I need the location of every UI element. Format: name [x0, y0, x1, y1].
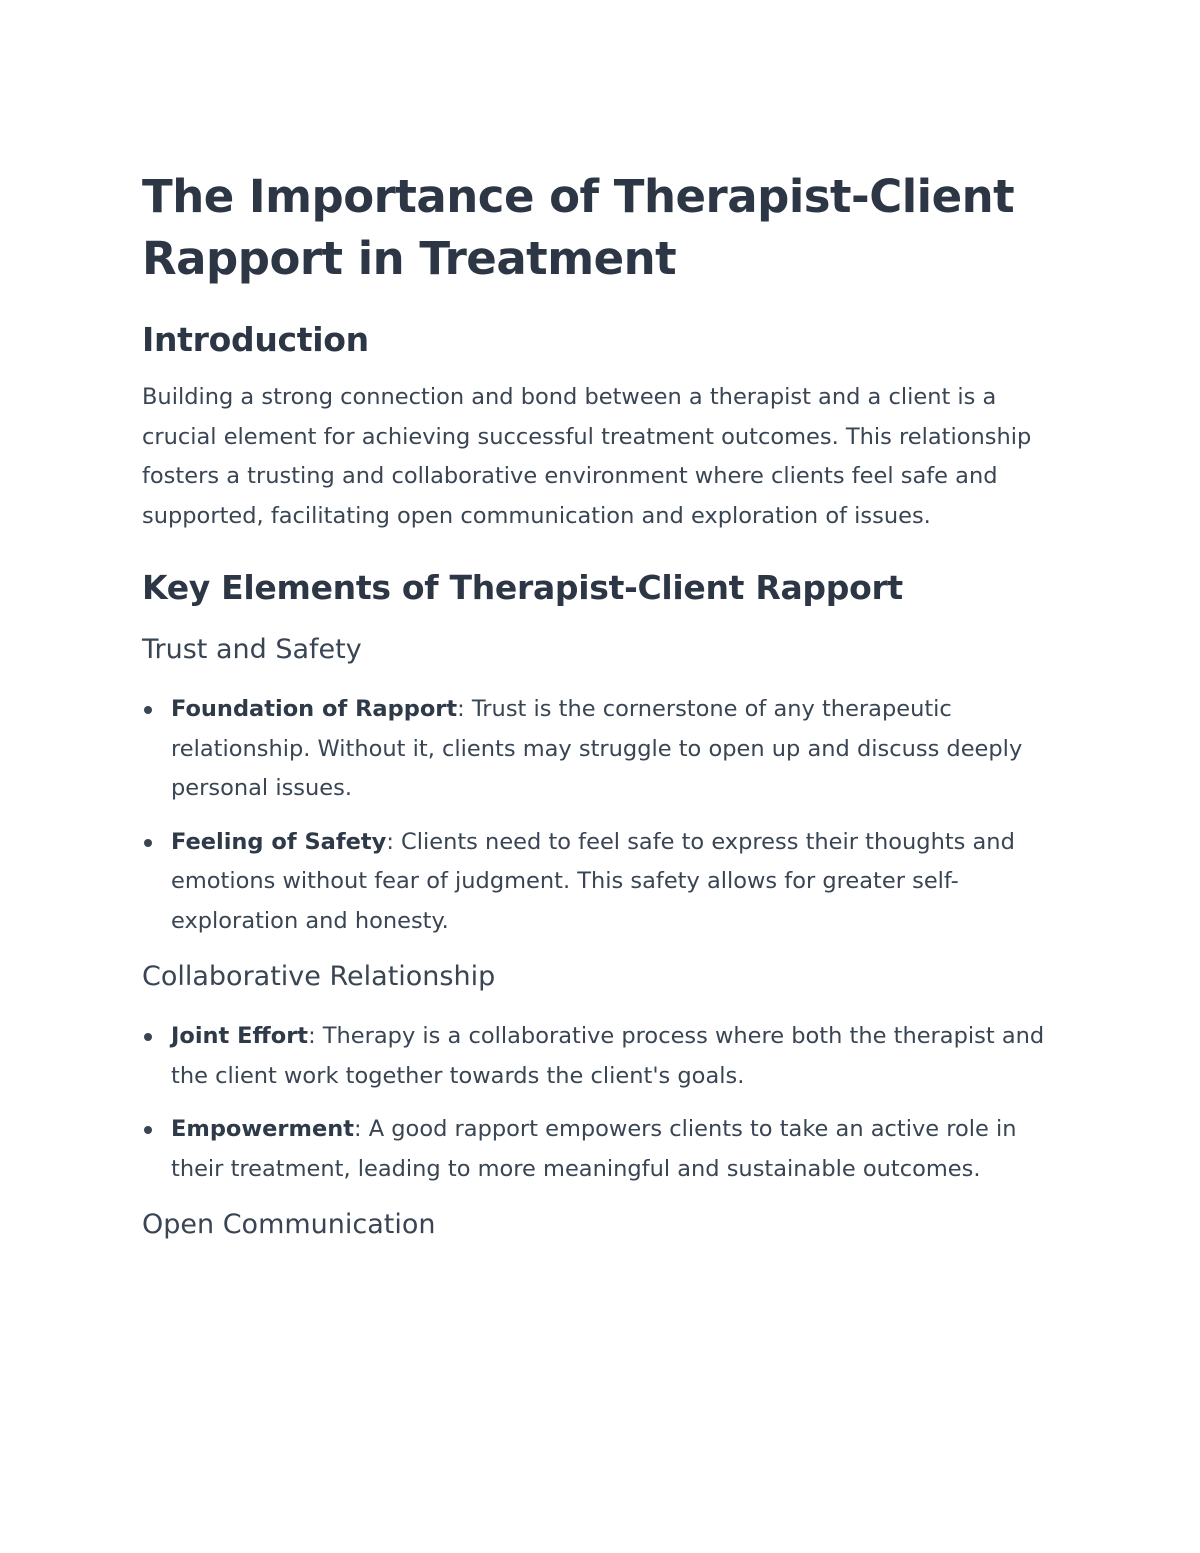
list-item	[142, 823, 1072, 942]
document-title: The Importance of Therapist-Client Rapport in Treatment	[142, 170, 1015, 285]
list-item-term: Empowerment	[171, 1116, 354, 1142]
list-item-term: Foundation of Rapport	[171, 696, 458, 722]
list-item-term: Feeling of Safety	[171, 828, 387, 855]
list-item	[142, 1110, 1072, 1189]
document-page	[142, 166, 1072, 1243]
list-item	[142, 1017, 1072, 1096]
bullet-icon	[144, 1033, 152, 1041]
list-item-text: : Therapy is a collaborative process where both the therapist and the client work together towards the client's goals.	[171, 1023, 1045, 1089]
section-heading-introduction: Introduction	[142, 320, 369, 359]
subsection-heading-trust-safety: Trust and Safety	[142, 634, 362, 665]
bullet-list-trust-safety	[142, 690, 1072, 941]
introduction-paragraph: Building a strong connection and bond between a therapist and a client is a crucial element for achieving successful treatment outcomes. This relationship fosters a trusting and collaborative environment where clients feel safe and supported, facilitating open communication and exploration of issues.	[142, 384, 1032, 529]
list-item-text: : Clients need to feel safe to express their thoughts and emotions without fear of judgment. This safety allows for greater self-exploration and honesty.	[171, 828, 1015, 934]
bullet-icon	[144, 706, 152, 714]
subsection-heading-collaborative-relationship: Collaborative Relationship	[142, 961, 496, 992]
list-item-text: : A good rapport empowers clients to take an active role in their treatment, leading to more meaningful and sustainable outcomes.	[171, 1116, 1017, 1182]
bullet-icon	[144, 839, 152, 847]
list-item-term: Joint Effort	[171, 1023, 309, 1049]
subsection-heading-open-communication: Open Communication	[142, 1209, 436, 1240]
section-heading-key-elements: Key Elements of Therapist-Client Rapport	[142, 568, 903, 607]
list-item	[142, 690, 1072, 809]
bullet-icon	[144, 1126, 152, 1134]
bullet-list-collaborative	[142, 1017, 1072, 1189]
list-item-text: : Trust is the cornerstone of any therapeutic relationship. Without it, clients may struggle to open up and discuss deeply personal issues.	[171, 696, 1023, 801]
